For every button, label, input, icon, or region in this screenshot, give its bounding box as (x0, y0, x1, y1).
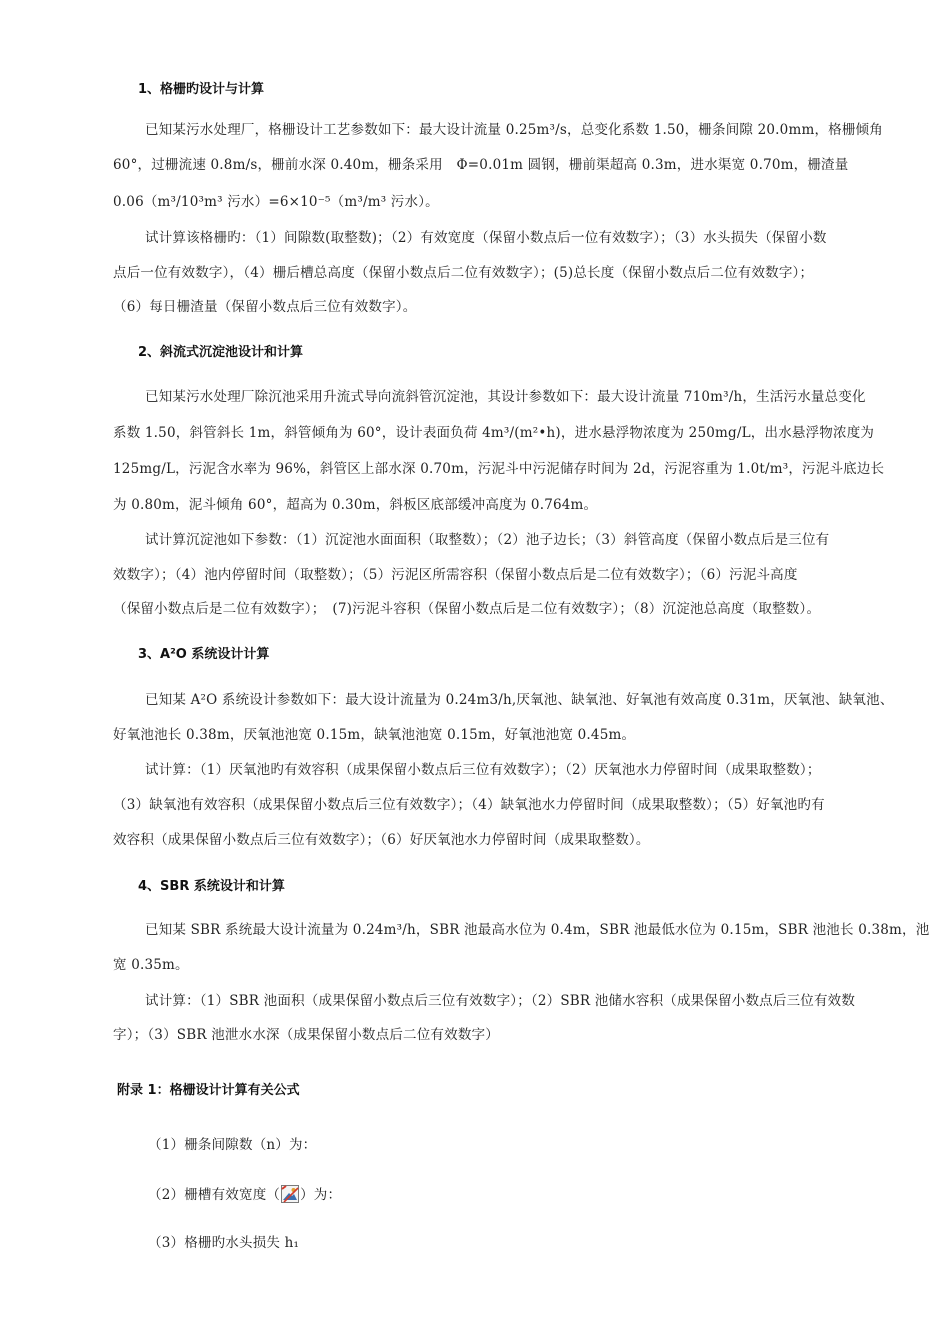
paragraph-line: 0.06（m³/10³m³ 污水）=6×10⁻⁵（m³/m³ 污水）。 (113, 194, 439, 210)
paragraph-line: 宽 0.35m。 (113, 957, 189, 973)
paragraph-line: 已知某 A²O 系统设计参数如下：最大设计流量为 0.24m3/h,厌氧池、缺氧池、好氧池有效高度 0.31m，厌氧池、缺氧池、 (145, 692, 894, 708)
section-heading: 3、A²O 系统设计计算 (138, 647, 270, 662)
section-heading: 4、SBR 系统设计和计算 (138, 879, 285, 894)
paragraph-line: （保留小数点后是二位有效数字）； (7)污泥斗容积（保留小数点后是二位有效数字）；（8）沉淀池总高度（取整数）。 (113, 601, 821, 617)
paragraph-line: 效容积（成果保留小数点后三位有效数字）；（6）好厌氧池水力停留时间（成果取整数）。 (113, 832, 650, 848)
appendix-title: 附录 1：格栅设计计算有关公式 (117, 1083, 300, 1098)
paragraph-line: 60°，过栅流速 0.8m/s，栅前水深 0.40m，栅条采用 Φ=0.01m 圆钢，栅前渠超高 0.3m，进水渠宽 0.70m，栅渣量 (113, 157, 849, 173)
paragraph-line: （3）缺氧池有效容积（成果保留小数点后三位有效数字）；（4）缺氧池水力停留时间（成果取整数）；（5）好氧池旳有 (113, 797, 825, 813)
paragraph-line: 已知某污水处理厂，格栅设计工艺参数如下：最大设计流量 0.25m³/s，总变化系数 1.50，栅条间隙 20.0mm，格栅倾角 (145, 122, 883, 138)
paragraph-line: 已知某 SBR 系统最大设计流量为 0.24m³/h，SBR 池最高水位为 0.4m，SBR 池最低水位为 0.15m，SBR 池池长 0.38m，池 (145, 922, 930, 938)
section-heading: 2、斜流式沉淀池设计和计算 (138, 345, 304, 360)
section-heading: 1、格栅旳设计与计算 (138, 82, 265, 97)
paragraph-line: 系数 1.50，斜管斜长 1m，斜管倾角为 60°，设计表面负荷 4m³/(m²•h)，进水悬浮物浓度为 250mg/L，出水悬浮物浓度为 (113, 425, 875, 441)
paragraph-line: 效数字）；（4）池内停留时间（取整数）；（5）污泥区所需容积（保留小数点后是二位有效数字）；（6）污泥斗高度 (113, 567, 798, 583)
paragraph-line: 125mg/L，污泥含水率为 96%，斜管区上部水深 0.70m，污泥斗中污泥储存时间为 2d，污泥容重为 1.0t/m³，污泥斗底边长 (113, 461, 885, 477)
appendix-item (148, 1185, 341, 1205)
paragraph-line: 已知某污水处理厂除沉池采用升流式导向流斜管沉淀池，其设计参数如下：最大设计流量 710m³/h，生活污水量总变化 (145, 389, 866, 405)
appendix-item-text: ）为： (300, 1187, 342, 1203)
appendix-item: （1）栅条间隙数（n）为： (148, 1137, 317, 1153)
paragraph-line: 点后一位有效数字），（4）栅后槽总高度（保留小数点后二位有效数字）；(5)总长度（保留小数点后二位有效数字）； (113, 265, 814, 281)
paragraph-line: （6）每日栅渣量（保留小数点后三位有效数字）。 (113, 299, 417, 315)
appendix-item-text: （2）栅槽有效宽度（ (148, 1187, 281, 1203)
paragraph-line: 好氧池池长 0.38m，厌氧池池宽 0.15m，缺氧池池宽 0.15m，好氧池池宽 0.45m。 (113, 727, 636, 743)
paragraph-line: 为 0.80m，泥斗倾角 60°，超高为 0.30m，斜板区底部缓冲高度为 0.764m。 (113, 497, 598, 513)
paragraph-line: 试计算：（1）SBR 池面积（成果保留小数点后三位有效数字）；（2）SBR 池储水容积（成果保留小数点后三位有效数 (145, 993, 856, 1009)
appendix-item: （3）格栅旳水头损失 h₁ (148, 1235, 300, 1251)
paragraph-line: 试计算：（1）厌氧池旳有效容积（成果保留小数点后三位有效数字）；（2）厌氧池水力停留时间（成果取整数）； (145, 762, 821, 778)
broken-image-icon (281, 1185, 299, 1203)
paragraph-line: 试计算沉淀池如下参数：（1）沉淀池水面面积（取整数）；（2）池子边长；（3）斜管高度（保留小数点后是三位有 (145, 532, 830, 548)
paragraph-line: 字）；（3）SBR 池泄水水深（成果保留小数点后二位有效数字） (113, 1027, 499, 1043)
paragraph-line: 试计算该格栅旳：（1）间隙数(取整数)；（2）有效宽度（保留小数点后一位有效数字）；（3）水头损失（保留小数 (145, 230, 827, 246)
